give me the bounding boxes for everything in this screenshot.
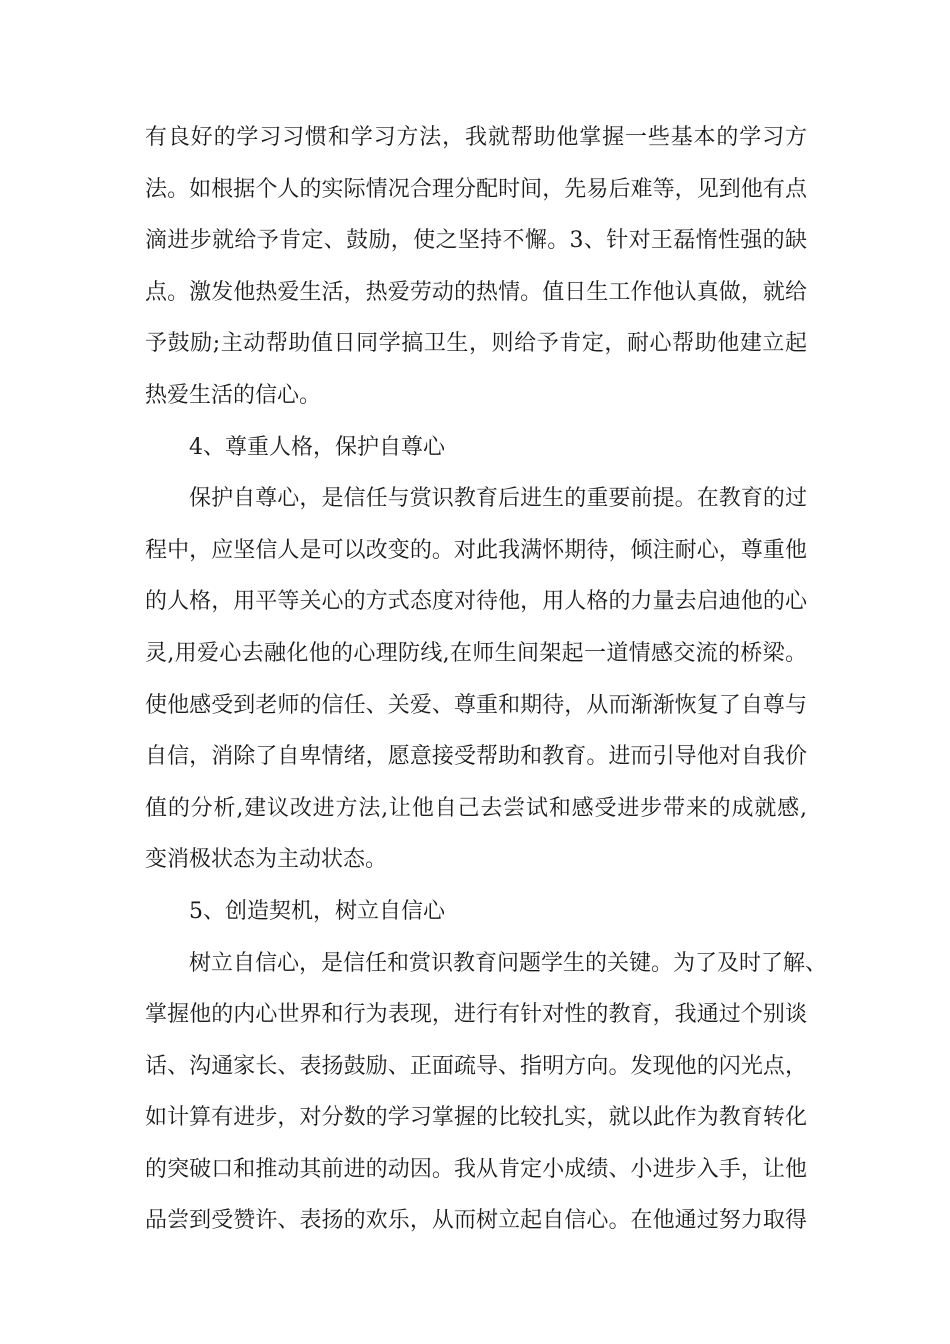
paragraph-line: 的突破口和推动其前进的动因。我从肯定小成绩、小进步入手，让他: [145, 1156, 807, 1182]
paragraph-line: 的人格，用平等关心的方式态度对待他，用人格的力量去启迪他的心: [145, 589, 807, 615]
paragraph-line: 话、沟通家长、表扬鼓励、正面疏导、指明方向。发现他的闪光点，: [145, 1053, 807, 1079]
paragraph-line: 保护自尊心，是信任与赏识教育后进生的重要前提。在教育的过: [189, 486, 807, 512]
paragraph-line: 有良好的学习习惯和学习方法，我就帮助他掌握一些基本的学习方: [145, 125, 807, 150]
paragraph-line: 使他感受到老师的信任、关爱、尊重和期待，从而渐渐恢复了自尊与: [145, 692, 807, 718]
paragraph-line: 点。激发他热爱生活，热爱劳动的热情。值日生工作他认真做，就给: [145, 279, 807, 305]
section-heading: 5、创造契机，树立自信心: [189, 898, 445, 924]
paragraph-line: 自信，消除了自卑情绪，愿意接受帮助和教育。进而引导他对自我价: [145, 744, 807, 770]
paragraph-line: 掌握他的内心世界和行为表现，进行有针对性的教育，我通过个别谈: [145, 1002, 807, 1028]
paragraph-line: 程中，应坚信人是可以改变的。对此我满怀期待，倾注耐心，尊重他: [145, 537, 807, 563]
paragraph-line: 品尝到受赞许、表扬的欢乐，从而树立起自信心。在他通过努力取得: [145, 1208, 807, 1234]
paragraph-line: 变消极状态为主动状态。: [145, 847, 388, 873]
paragraph-line: 热爱生活的信心。: [145, 382, 322, 408]
paragraph-line: 如计算有进步，对分数的学习掌握的比较扎实，就以此作为教育转化: [145, 1105, 807, 1131]
paragraph-line: 法。如根据个人的实际情况合理分配时间，先易后难等，见到他有点: [145, 176, 807, 202]
paragraph-line: 滴进步就给予肯定、鼓励，使之坚持不懈。3、针对王磊惰性强的缺: [145, 228, 807, 254]
section-heading: 4、尊重人格，保护自尊心: [189, 434, 445, 460]
paragraph-line: 予鼓励;主动帮助值日同学搞卫生，则给予肯定，耐心帮助他建立起: [145, 331, 807, 357]
paragraph-line: 值的分析,建议改进方法,让他自己去尝试和感受进步带来的成就感,: [145, 795, 807, 821]
document-body: [145, 112, 828, 1247]
paragraph-line: 灵,用爱心去融化他的心理防线,在师生间架起一道情感交流的桥梁。: [145, 640, 807, 666]
paragraph-line: 树立自信心，是信任和赏识教育问题学生的关键。为了及时了解、: [189, 950, 828, 976]
